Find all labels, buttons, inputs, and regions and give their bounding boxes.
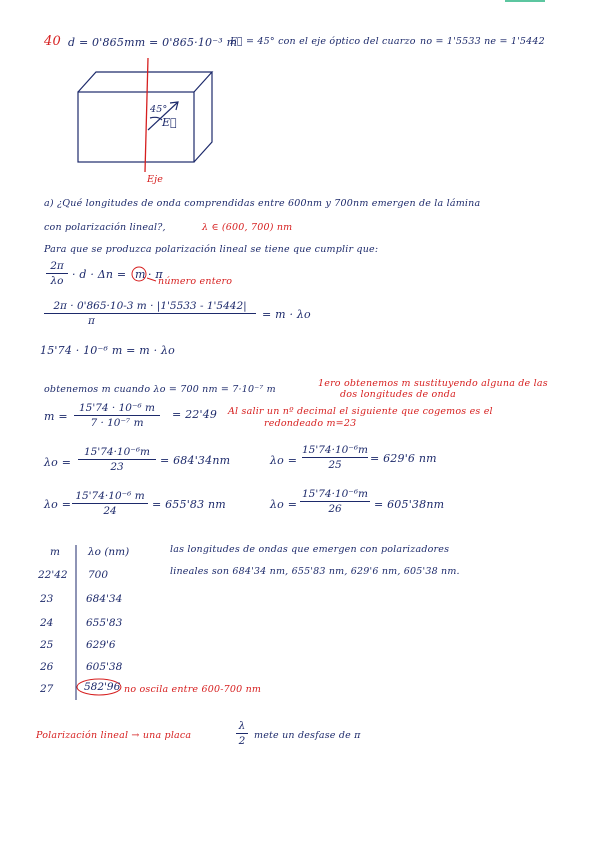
table-row-2-m: 23 (40, 593, 54, 605)
result-4-value: = 605'38nm (374, 498, 445, 511)
result-2-num: 15'74·10⁻⁶m (302, 444, 369, 456)
m-fraction-num: 15'74 · 10⁻⁶ m (78, 402, 156, 414)
result-4-lhs: λo = (270, 498, 298, 511)
table-row-1-m: 22'42 (38, 569, 68, 581)
obtain-note-line-2: dos longitudes de onda (340, 389, 456, 400)
refraction-indices: no = 1'5533 ne = 1'5442 (420, 36, 545, 47)
plate-top-face (78, 72, 212, 92)
footer-blue-text: mete un desfase de π (254, 730, 361, 741)
vector-label: E⃗ (162, 116, 177, 129)
m-lhs: m = (44, 410, 68, 423)
m-result: = 22'49 (172, 408, 218, 421)
table-row-6-m: 27 (40, 683, 54, 695)
m-fraction (74, 402, 160, 429)
footer-frac-den: 2 (238, 735, 246, 747)
table-row-4-m: 25 (40, 639, 54, 651)
obtain-text: obtenemos m cuando λo = 700 nm = 7·10⁻⁷ m (44, 384, 276, 395)
obtain-note-line-1: 1ero obtenemos m sustituyendo alguna de las (318, 378, 548, 389)
condition-m: m (135, 268, 146, 281)
question-line-1: a) ¿Qué longitudes de onda comprendidas entre 600nm y 700nm emergen de la lámina (44, 198, 481, 209)
result-2-fraction (302, 444, 368, 471)
result-2-lhs: λo = (270, 454, 298, 467)
condition-fraction (46, 260, 68, 287)
table-row-3-lambda: 655'83 (86, 617, 123, 629)
substitution-rhs: = m · λo (262, 308, 311, 321)
m-fraction-den: 7 · 10⁻⁷ m (90, 417, 144, 429)
question-line-2: con polarización lineal?, (44, 222, 166, 233)
round-note-line-1: Al salir un nº decimal el siguiente que cogemos es el (228, 406, 493, 417)
angle-arc (150, 117, 162, 120)
result-2-value: = 629'6 nm (370, 452, 437, 465)
result-3-fraction (72, 490, 148, 517)
substitution-den: π (88, 315, 95, 327)
result-1-num: 15'74·10⁻⁶m (83, 446, 150, 458)
problem-number: 40 (44, 34, 61, 49)
round-note-line-2: redondeado m=23 (264, 418, 357, 429)
condition-eq-rest: · d · Δn = (72, 268, 127, 281)
table-row-5-m: 26 (40, 661, 54, 673)
condition-eq-tail: · π (148, 268, 163, 281)
out-of-range-note: no oscila entre 600-700 nm (124, 684, 262, 695)
table-row-3-m: 24 (40, 617, 54, 629)
table-row-5-lambda: 605'38 (86, 661, 123, 673)
substitution-result: 15'74 · 10⁻⁶ m = m · λo (40, 344, 175, 357)
table-row-2-lambda: 684'34 (86, 593, 123, 605)
wavelength-range: λ ∈ (600, 700) nm (202, 222, 293, 233)
substitution-num: 2π · 0'865·10-3 m · |1'5533 - 1'5442| (53, 300, 247, 312)
plate-right-face (194, 72, 212, 162)
integer-note: número entero (158, 276, 233, 287)
result-1-den: 23 (110, 461, 124, 473)
result-1-value: = 684'34nm (160, 454, 231, 467)
table-header-lambda: λo (nm) (88, 546, 130, 558)
table-row-1-lambda: 700 (88, 569, 109, 581)
result-4-den: 26 (328, 503, 342, 515)
result-4-num: 15'74·10⁻⁶m (301, 488, 368, 500)
axis-label: Eje (147, 174, 164, 185)
result-1-lhs: λo = (44, 456, 72, 469)
result-3-den: 24 (103, 505, 117, 517)
result-3-lhs: λo = (44, 498, 72, 511)
optic-axis-line (145, 58, 148, 172)
angle-label: 45° (150, 104, 168, 115)
result-3-num: 15'74·10⁻⁶ m (75, 490, 145, 502)
table-header-m: m (50, 546, 60, 558)
table-row-4-lambda: 629'6 (86, 639, 116, 651)
condition-fraction-den: λo (50, 275, 64, 287)
result-3-value: = 655'83 nm (152, 498, 226, 511)
substitution-fraction (44, 300, 256, 327)
footer-red-text: Polarización lineal → una placa (36, 730, 192, 741)
thickness-value: d = 0'865mm = 0'865·10⁻³ m (68, 36, 238, 49)
condition-fraction-num: 2π (50, 260, 64, 272)
footer-fraction (236, 720, 248, 747)
result-2-den: 25 (328, 459, 342, 471)
summary-line-2: lineales son 684'34 nm, 655'83 nm, 629'6 nm, 605'38 nm. (170, 566, 460, 577)
footer-frac-num: λ (238, 720, 246, 732)
condition-intro: Para que se produzca polarización lineal se tiene que cumplir que: (44, 244, 379, 255)
summary-line-1: las longitudes de ondas que emergen con polarizadores (170, 544, 450, 555)
result-1-fraction (78, 446, 156, 473)
e-vector-angle: E⃗ = 45° con el eje óptico del cuarzo (230, 36, 416, 47)
table-row-6-lambda: 582'96 (84, 681, 121, 693)
result-4-fraction (300, 488, 370, 515)
